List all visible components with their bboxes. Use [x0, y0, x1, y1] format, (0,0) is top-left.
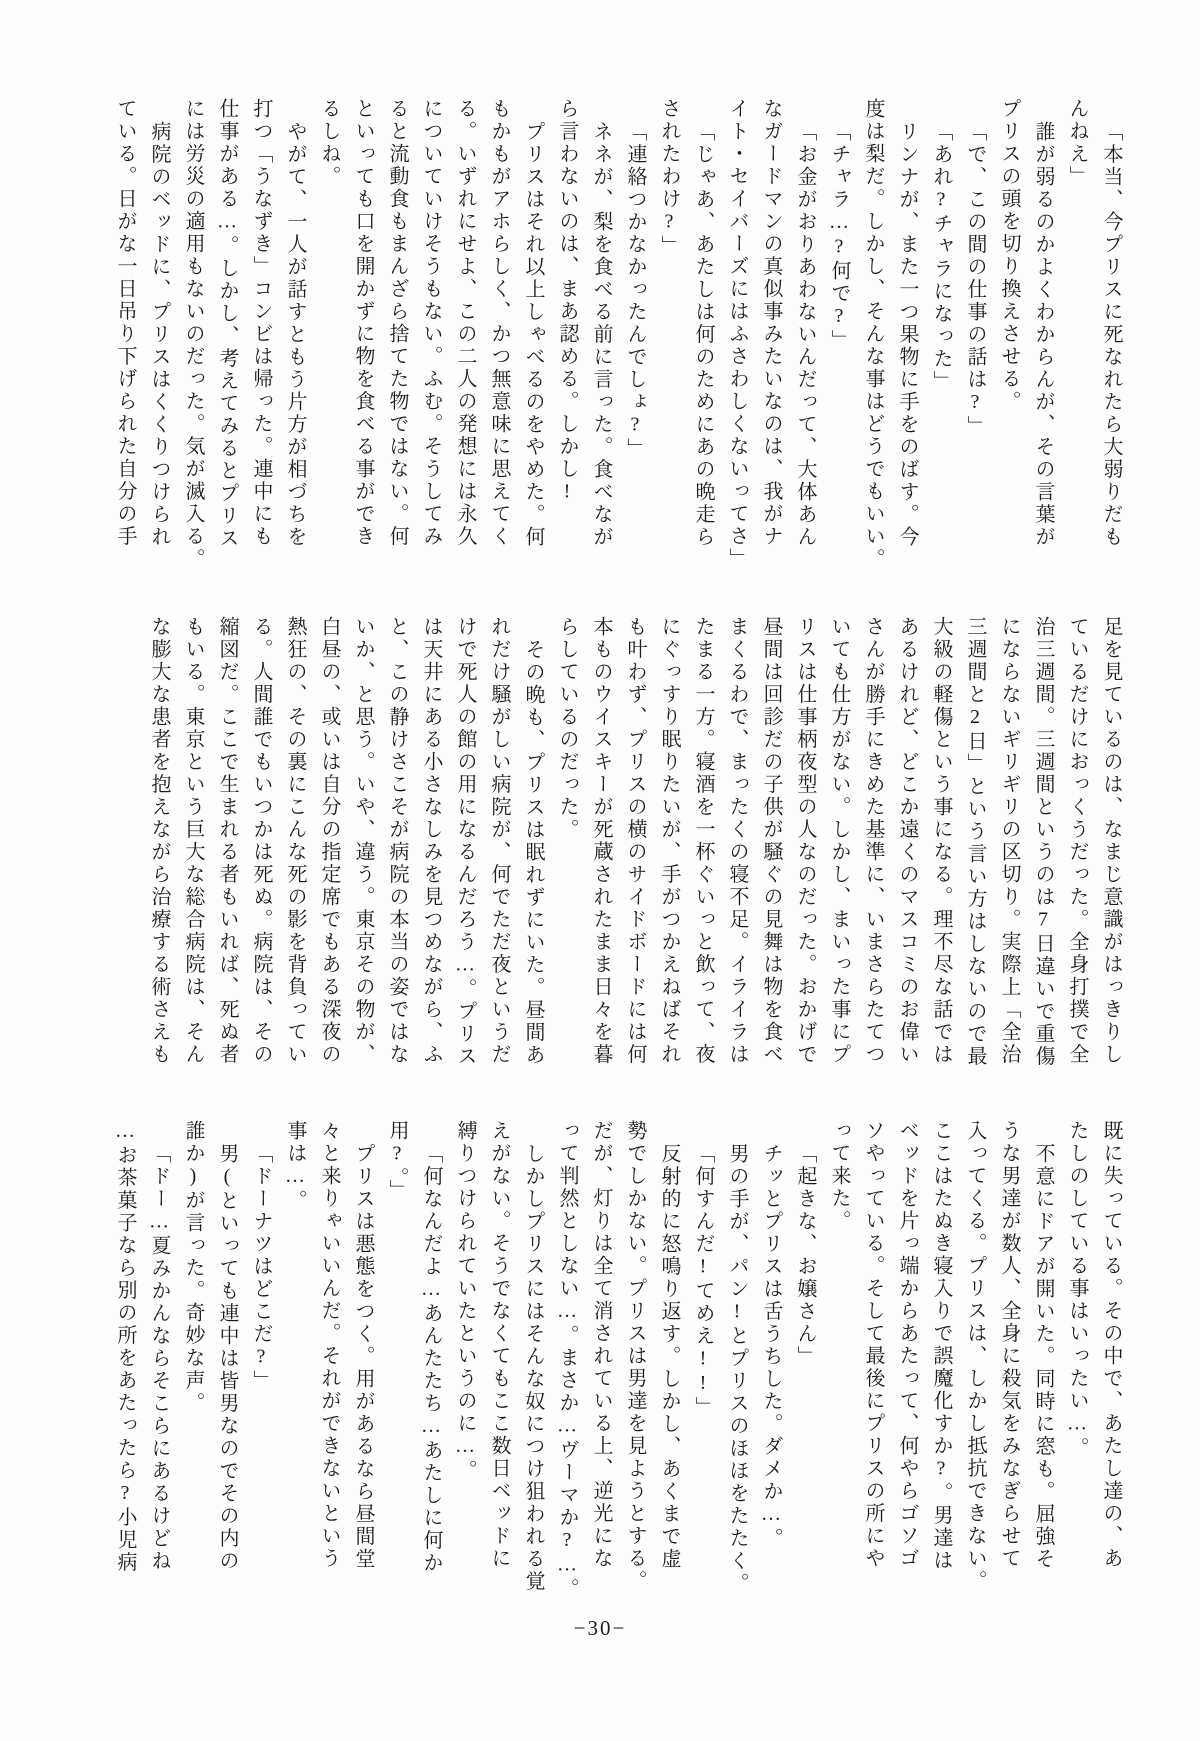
text-column: プリスの頭を切り換えさせる。 — [998, 98, 1020, 413]
text-column: 「起きな、お嬢さん」 — [794, 1142, 816, 1368]
text-column: なガードマンの真似事みたいなのは、我がナ — [760, 98, 782, 548]
text-column: な膨大な患者を抱えながら治療する術さえも — [148, 616, 170, 1066]
text-column: チッとプリスは舌うちした。ダメか…。 — [760, 1142, 782, 1550]
text-column: についていけそうもない。ふむ。そうしてみ — [420, 98, 442, 548]
text-band-bottom — [108, 1120, 1128, 1604]
text-column: 誰か)が言った。奇妙な声。 — [182, 1120, 204, 1415]
text-column: れだけ騒がしい病院が、何でただ夜というだ — [488, 616, 510, 1066]
text-column: プリスは悪態をつく。用があるなら昼間堂 — [352, 1142, 374, 1570]
text-column: されたわけ?」 — [658, 98, 680, 258]
text-column: 三週間と2日」という言い方はしないので最 — [964, 616, 986, 1068]
text-column: その晩も、プリスは眠れずにいた。昼間あ — [522, 638, 544, 1066]
text-column: もかもがアホらしく、かつ無意味に思えてく — [488, 98, 510, 548]
text-column: といっても口を開かずに物を食べる事ができ — [352, 98, 374, 548]
text-column: 打つ「うなずき」コンビは帰った。連中にも — [250, 98, 272, 548]
text-column: 男(といっても連中は皆男なのでその内の — [216, 1142, 238, 1572]
text-column: ここはたぬき寝入りで誤魔化すか?。男達は — [930, 1120, 952, 1572]
text-column: 度は梨だ。しかし、そんな事はどうでもいい。 — [862, 98, 884, 571]
text-column: 昼間は回診だの子供が騒ぐの見舞は物を食べ — [760, 616, 782, 1066]
text-column: ら言わないのは、まあ認める。しかし! — [556, 98, 578, 505]
text-column: 足を見ているのは、なまじ意識がはっきりし — [1100, 616, 1122, 1066]
text-column: 「で、この間の仕事の話は?」 — [964, 120, 986, 438]
text-column: と、この静けさこそが病院の本当の姿ではな — [386, 616, 408, 1066]
text-column: だが、灯りは全て消されている上、逆光にな — [590, 1120, 612, 1570]
text-column: まくるわで、まったくの寝不足。イライラは — [726, 616, 748, 1066]
text-column: イト・セイバーズにはふさわしくないってさ」 — [726, 98, 748, 571]
text-column: …お茶菓子なら別の所をあたったら?小児病 — [114, 1120, 136, 1574]
text-column: 不意にドアが開いた。同時に窓も。屈強そ — [1032, 1142, 1054, 1570]
text-column: 「連絡つかなかったんでしょ?」 — [624, 120, 646, 460]
text-column: 男の手が、パン!とプリスのほほをたたく。 — [726, 1142, 748, 1595]
text-band-top — [108, 98, 1128, 582]
text-column: にぐっすり眠りたいが、手がつかえねばそれ — [658, 616, 680, 1066]
text-column: 本ものウイスキーが死蔵されたまま日々を暮 — [590, 616, 612, 1066]
text-column: 誰が弱るのかよくわからんが、その言葉が — [1032, 120, 1054, 548]
text-column: プリスはそれ以上しゃべるのをやめた。何 — [522, 120, 544, 548]
text-column: やがて、一人が話すともう片方が相づちを — [284, 120, 306, 548]
text-column: 入ってくる。プリスは、しかし抵抗できない。 — [964, 1120, 986, 1593]
text-column: ソやっている。そして最後にプリスの所にや — [862, 1120, 884, 1570]
text-column: には労災の適用もないのだった。気が滅入る。 — [182, 98, 204, 571]
text-column: 反射的に怒鳴り返す。しかし、あくまで虚 — [658, 1142, 680, 1570]
text-column: しかしプリスにはそんな奴につけ狙われる覚 — [522, 1142, 544, 1593]
text-column: って判然としない…。まさか…ヴーマか?…。 — [556, 1120, 578, 1601]
text-column: ているだけにおっくうだった。全身打撲で全 — [1066, 616, 1088, 1066]
text-column: 「チャラ…?何で?」 — [828, 120, 850, 352]
text-column: らしているのだった。 — [556, 616, 578, 841]
text-column: 縮図だ。ここで生まれる者もいれば、死ぬ者 — [216, 616, 238, 1066]
text-column: 治三週間。三週間というのは7日違いで重傷 — [1032, 616, 1054, 1068]
text-column: 勢でしかない。プリスは男達を見ようとする。 — [624, 1120, 646, 1593]
text-column: リスは仕事柄夜型の人なのだった。おかげで — [794, 616, 816, 1066]
text-column: 「お金がおりあわないんだって、大体あん — [794, 120, 816, 548]
text-column: たまる一方。寝酒を一杯ぐいっと飲って、夜 — [692, 616, 714, 1066]
text-column: いても仕方がない。しかし、まいった事にプ — [828, 616, 850, 1066]
text-column: けで死人の館の用になるんだろう…。プリス — [454, 616, 476, 1068]
text-column: って来た。 — [828, 1120, 850, 1233]
text-column: 白昼の、或いは自分の指定席でもある深夜の — [318, 616, 340, 1066]
text-column: もいる。東京という巨大な総合病院は、そん — [182, 616, 204, 1066]
text-column: 「じゃあ、あたしは何のためにあの晩走ら — [692, 120, 714, 548]
text-column: えがない。そうでなくてもここ数日ベッドに — [488, 1120, 510, 1570]
text-column: あるけれど、どこか遠くのマスコミのお偉い — [896, 616, 918, 1066]
text-column: る。いずれにせよ、この二人の発想には永久 — [454, 98, 476, 548]
text-column: 熱狂の、その裏にこんな死の影を背負ってい — [284, 616, 306, 1066]
text-column: 「何すんだ!てめえ!!」 — [692, 1142, 714, 1419]
text-column: は天井にある小さなしみを見つめながら、ふ — [420, 616, 442, 1066]
text-column: 仕事がある…。しかし、考えてみるとプリス — [216, 98, 238, 550]
text-column: 「あれ?チャラになった」 — [930, 120, 952, 393]
text-column: 「本当、今プリスに死なれたら大弱りだも — [1100, 120, 1122, 548]
text-column: 病院のベッドに、プリスはくくりつけられ — [148, 120, 170, 548]
text-column: も叶わず、プリスの横のサイドボードには何 — [624, 616, 646, 1066]
text-column: リンナが、また一つ果物に手をのばす。今 — [896, 120, 918, 548]
text-column: 用?。」 — [386, 1120, 408, 1202]
text-column: 「ドー…夏みかんならそこらにあるけどね — [148, 1142, 170, 1572]
text-column: さんが勝手にきめた基準に、いまさらたてつ — [862, 616, 884, 1066]
text-column: 々と来りゃいいんだ。それができないという — [318, 1120, 340, 1570]
text-column: 既に失っている。その中で、あたし達の、あ — [1100, 1120, 1122, 1570]
text-column: る。人間誰でもいつかは死ぬ。病院は、その — [250, 616, 272, 1066]
text-column: いか、と思う。いや、違う。東京その物が、 — [352, 616, 374, 1066]
text-column: ている。日がな一日吊り下げられた自分の手 — [114, 98, 136, 548]
text-column: 「何なんだよ…あんたたち…あたしに何か — [420, 1142, 442, 1574]
text-band-middle — [142, 616, 1128, 1096]
text-column: たしのしている事はいったい…。 — [1066, 1120, 1088, 1460]
text-column: んねえ」 — [1066, 98, 1088, 188]
page-number: −30− — [573, 1616, 627, 1640]
text-column: ネネが、梨を食べる前に言った。食べなが — [590, 120, 612, 548]
text-column: るしね。 — [318, 98, 340, 188]
text-column: うな男達が数人、全身に殺気をみなぎらせて — [998, 1120, 1020, 1570]
text-column: にならないギリギリの区切り。実際上「全治 — [998, 616, 1020, 1066]
text-column: ベッドを片っ端からあたって、何やらゴソゴ — [896, 1120, 918, 1570]
text-column: 縛りつけられていたというのに…。 — [454, 1120, 476, 1482]
text-column: 大級の軽傷という事になる。理不尽な話では — [930, 616, 952, 1066]
text-column: 「ドーナツはどこだ?」 — [250, 1142, 272, 1392]
text-column: ると流動食もまんざら捨てた物ではない。何 — [386, 98, 408, 548]
text-column: 事は…。 — [284, 1120, 306, 1212]
